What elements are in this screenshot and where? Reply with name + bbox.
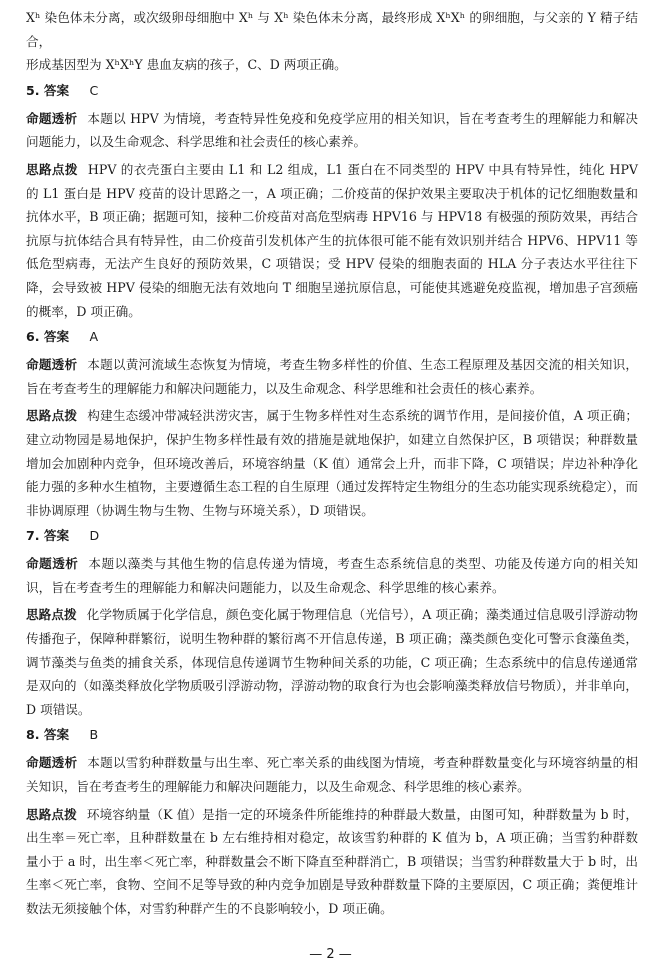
answer-letter: D	[89, 528, 100, 544]
hint-text: 化学物质属于化学信息，颜色变化属于物理信息（光信号），A 项正确；藻类通过信息吸引浮游动物传播孢子，保障种群繁衍，说明生物种群的繁衍离不开信息传递，B 项正确；藻类颜色变化可警示食藻鱼类，调节藻类与鱼类的捕食关系，体现信息传递调节生物种间关系的功能，C 项正确；生态系统中的信息传递通常是双向的（如藻类释放化学物质吸引浮游动物，浮游动物的取食行为也会影响藻类释放信号物质），并非单向，D 项错误。	[26, 607, 638, 717]
intro-line-1: Xʰ 染色体未分离，或次级卵母细胞中 Xʰ 与 Xʰ 染色体未分离，最终形成 XʰXʰ 的卵细胞，与父亲的 Y 精子结合，	[26, 10, 638, 49]
answer-letter: C	[89, 82, 99, 98]
analysis-paragraph-7	[26, 552, 638, 599]
answer-heading-6	[26, 325, 638, 349]
hint-text: 环境容纳量（K 值）是指一定的环境条件所能维持的种群最大数量，由图可知，种群数量为 b 时，出生率＝死亡率，且种群数量在 b 左右维持相对稳定，故该雪豹种群的 K 值为 b，A 项正确；当雪豹种群数量小于 a 时，出生率＜死亡率，种群数量会不断下降直至种群消亡，B 项错误；当雪豹种群数量大于 b 时，出生率＜死亡率，食物、空间不足等导致的种内竞争加剧是导致种群数量下降的主要原因，C 项正确；粪便堆计数法无须接触个体，对雪豹种群产生的不良影响较小，D 项正确。	[26, 806, 639, 916]
hint-paragraph-7	[26, 603, 638, 721]
answer-document	[26, 6, 638, 921]
hint-label: 思路点拨	[26, 607, 77, 623]
analysis-text: 本题以 HPV 为情境，考查特异性免疫和免疫学应用的相关知识，旨在考查考生的理解能力和解决问题能力，以及生命观念、科学思维和社会责任的核心素养。	[26, 110, 639, 150]
answer-letter: A	[89, 329, 99, 345]
hint-text: 构建生态缓冲带减轻洪涝灾害，属于生物多样性对生态系统的调节作用，是间接价值，A 项正确；建立动物园是易地保护，保护生物多样性最有效的措施是就地保护，如建立自然保护区，B 项错误；种群数量增加会加剧种内竞争，但环境改善后，环境容纳量（K 值）通常会上升，而非下降，C 项错误；岸边补种净化能力强的多种水生植物，主要遵循生态工程的自生原理（通过发挥特定生物组分的生态功能实现系统稳定），而非协调原理（协调生物与生物、生物与环境关系），D 项错误。	[26, 408, 638, 518]
page-number: — 2 —	[309, 947, 352, 962]
hint-paragraph-5	[26, 158, 638, 323]
hint-label: 思路点拨	[26, 161, 78, 177]
answer-heading-8	[26, 723, 638, 747]
hint-paragraph-8	[26, 803, 638, 921]
analysis-label: 命题透析	[26, 556, 79, 572]
answer-heading-7	[26, 524, 638, 548]
answer-number: 7. 答案	[26, 528, 70, 544]
hint-label: 思路点拨	[26, 806, 77, 822]
analysis-paragraph-6	[26, 353, 638, 400]
analysis-label: 命题透析	[26, 357, 78, 373]
analysis-label: 命题透析	[26, 110, 78, 126]
analysis-label: 命题透析	[26, 755, 78, 771]
hint-paragraph-6	[26, 404, 638, 522]
analysis-text: 本题以黄河流域生态恢复为情境，考查生物多样性的价值、生态工程原理及基因交流的相关知识，旨在考查考生的理解能力和解决问题能力，以及生命观念、科学思维和社会责任的核心素养。	[26, 357, 639, 396]
intro-line-2: 形成基因型为 XʰXʰY 患血友病的孩子，C、D 两项正确。	[26, 57, 347, 73]
answer-number: 8. 答案	[26, 727, 70, 743]
answer-letter: B	[89, 727, 99, 743]
analysis-paragraph-5	[26, 107, 638, 154]
hint-label: 思路点拨	[26, 408, 78, 424]
answer-number: 5. 答案	[26, 82, 70, 98]
analysis-text: 本题以雪豹种群数量与出生率、死亡率关系的曲线图为情境，考查种群数量变化与环境容纳量的相关知识，旨在考查考生的理解能力和解决问题能力，以及生命观念、科学思维的核心素养。	[26, 755, 639, 795]
analysis-text: 本题以藻类与其他生物的信息传递为情境，考查生态系统信息的类型、功能及传递方向的相关知识，旨在考查考生的理解能力和解决问题能力，以及生命观念、科学思维的核心素养。	[26, 556, 639, 595]
analysis-paragraph-8	[26, 751, 638, 798]
hint-text: HPV 的衣壳蛋白主要由 L1 和 L2 组成，L1 蛋白在不同类型的 HPV 中具有特异性，纯化 HPV 的 L1 蛋白是 HPV 疫苗的设计思路之一，A 项正确；二价疫苗的保护效果主要取决于机体的记忆细胞数量和抗体水平，B 项正确；据题可知，接种二价疫苗对高危型病毒 HPV16 与 HPV18 有极强的预防效果，再结合抗原与抗体结合具有特异性，由二价疫苗引发机体产生的抗体很可能不能有效识别并结合 HPV6、HPV11 等低危型病毒，无法产生良好的预防效果，C 项错误；受 HPV 侵染的细胞表面的 HLA 分子表达水平往往下降，会导致被 HPV 侵染的细胞无法有效地向 T 细胞呈递抗原信息，可能使其逃避免疫监视，增加患子宫颈癌的概率，D 项正确。	[26, 161, 639, 319]
answer-heading-5	[26, 79, 638, 103]
answer-number: 6. 答案	[26, 329, 70, 345]
